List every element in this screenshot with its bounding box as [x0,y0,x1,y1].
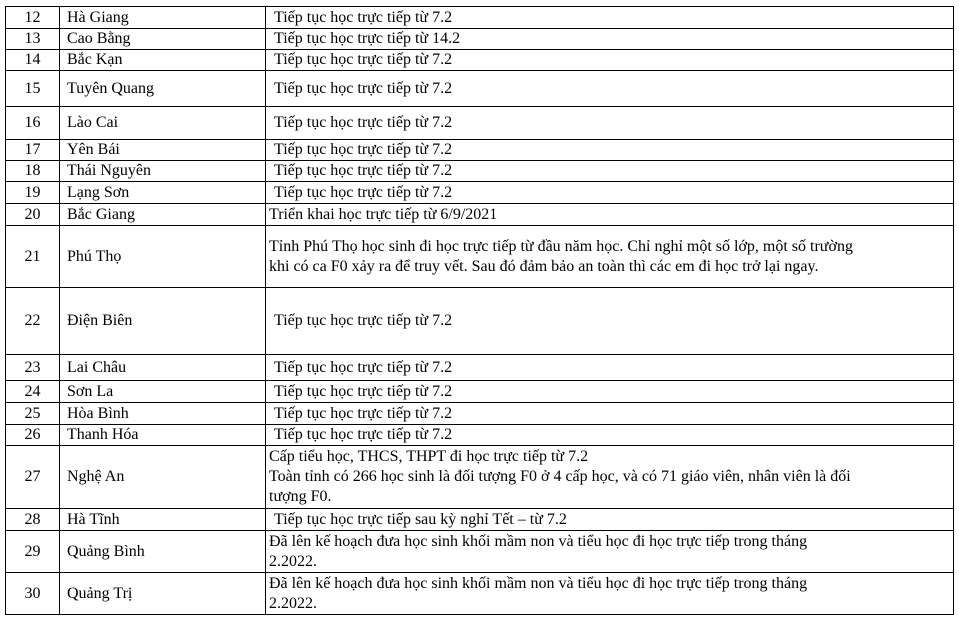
row-number: 23 [6,355,60,381]
status-line: Tiếp tục học trực tiếp từ 7.2 [274,8,453,26]
row-number: 14 [6,50,60,71]
province-name: Hà Giang [60,7,266,29]
row-number: 24 [6,381,60,403]
province-name: Bắc Giang [60,204,266,226]
status-line: Tiếp tục học trực tiếp từ 7.2 [274,358,453,376]
province-name: Nghệ An [60,446,266,509]
status-text [266,182,954,204]
table-row [6,573,954,615]
row-number: 29 [6,531,60,573]
status-text [266,29,954,50]
status-text [266,204,954,226]
status-text [266,50,954,71]
status-line: tượng F0. [269,488,332,505]
status-text [266,573,954,615]
status-line: Đã lên kế hoạch đưa học sinh khối mầm non và tiểu học đi học trực tiếp trong tháng [269,532,808,550]
province-name: Thái Nguyên [60,161,266,182]
status-text [266,403,954,425]
row-number: 28 [6,509,60,531]
table-row [6,7,954,29]
province-name: Điện Biên [60,288,266,355]
row-number: 26 [6,425,60,446]
table-row [6,381,954,403]
status-text [266,446,954,509]
row-number: 22 [6,288,60,355]
status-text [266,161,954,182]
row-number: 20 [6,204,60,226]
status-line: Tiếp tục học trực tiếp từ 7.2 [274,382,453,400]
province-name: Thanh Hóa [60,425,266,446]
status-line: Tiếp tục học trực tiếp từ 7.2 [274,79,453,97]
status-line: Tiếp tục học trực tiếp sau kỳ nghỉ Tết – từ 7.2 [274,510,567,528]
table-row [6,509,954,531]
status-text [266,140,954,161]
row-number: 12 [6,7,60,29]
status-line: Tiếp tục học trực tiếp từ 7.2 [274,183,453,201]
table-row [6,288,954,355]
status-text [266,288,954,355]
table-row [6,355,954,381]
status-text [266,107,954,140]
row-number: 18 [6,161,60,182]
table-row [6,531,954,573]
status-line: Tiếp tục học trực tiếp từ 7.2 [274,51,453,68]
table-row [6,140,954,161]
status-line: Tiếp tục học trực tiếp từ 7.2 [274,426,453,443]
row-number: 27 [6,446,60,509]
status-line: Triển khai học trực tiếp từ 6/9/2021 [269,205,498,223]
row-number: 17 [6,140,60,161]
status-line: Toàn tỉnh có 266 học sinh là đối tượng F0 ở 4 cấp học, và có 71 giáo viên, nhân viên là đối [269,468,851,485]
status-line: Tiếp tục học trực tiếp từ 7.2 [274,141,453,158]
province-name: Cao Bằng [60,29,266,50]
row-number: 19 [6,182,60,204]
province-name: Lạng Sơn [60,182,266,204]
row-number: 16 [6,107,60,140]
province-name: Lào Cai [60,107,266,140]
status-line: Tiếp tục học trực tiếp từ 7.2 [274,114,453,131]
table-row [6,29,954,50]
status-text [266,71,954,107]
status-line: Tiếp tục học trực tiếp từ 7.2 [274,312,453,329]
status-line: Tiếp tục học trực tiếp từ 7.2 [274,404,453,422]
row-number: 30 [6,573,60,615]
table-row [6,161,954,182]
status-text [266,531,954,573]
province-name: Phú Thọ [60,226,266,288]
province-name: Hòa Bình [60,403,266,425]
status-line: 2.2022. [269,594,317,612]
table-row [6,204,954,226]
table-row [6,71,954,107]
row-number: 15 [6,71,60,107]
table-row [6,446,954,509]
table-row [6,226,954,288]
table-row [6,425,954,446]
province-name: Lai Châu [60,355,266,381]
table-row [6,50,954,71]
status-text [266,509,954,531]
status-text [266,355,954,381]
table-row [6,182,954,204]
status-line: khi có ca F0 xảy ra để truy vết. Sau đó đảm bảo an toàn thì các em đi học trở lại ngay. [269,257,819,275]
table-row [6,403,954,425]
status-line: Đã lên kế hoạch đưa học sinh khối mầm non và tiểu học đi học trực tiếp trong tháng [269,574,808,592]
status-line: Tiếp tục học trực tiếp từ 7.2 [274,162,453,179]
row-number: 13 [6,29,60,50]
table-row [6,107,954,140]
status-line: Cấp tiểu học, THCS, THPT đi học trực tiếp từ 7.2 [269,448,589,465]
province-name: Bắc Kạn [60,50,266,71]
row-number: 21 [6,226,60,288]
schedule-table [5,6,954,615]
status-text [266,7,954,29]
status-text [266,226,954,288]
row-number: 25 [6,403,60,425]
province-name: Yên Bái [60,140,266,161]
status-line: Tiếp tục học trực tiếp từ 14.2 [274,30,461,47]
status-line: Tỉnh Phú Thọ học sinh đi học trực tiếp từ đầu năm học. Chỉ nghỉ một số lớp, một số trường [269,237,853,255]
status-text [266,425,954,446]
province-name: Hà Tĩnh [60,509,266,531]
province-name: Quảng Trị [60,573,266,615]
status-text [266,381,954,403]
province-name: Quảng Bình [60,531,266,573]
status-line: 2.2022. [269,552,317,570]
province-name: Sơn La [60,381,266,403]
province-name: Tuyên Quang [60,71,266,107]
